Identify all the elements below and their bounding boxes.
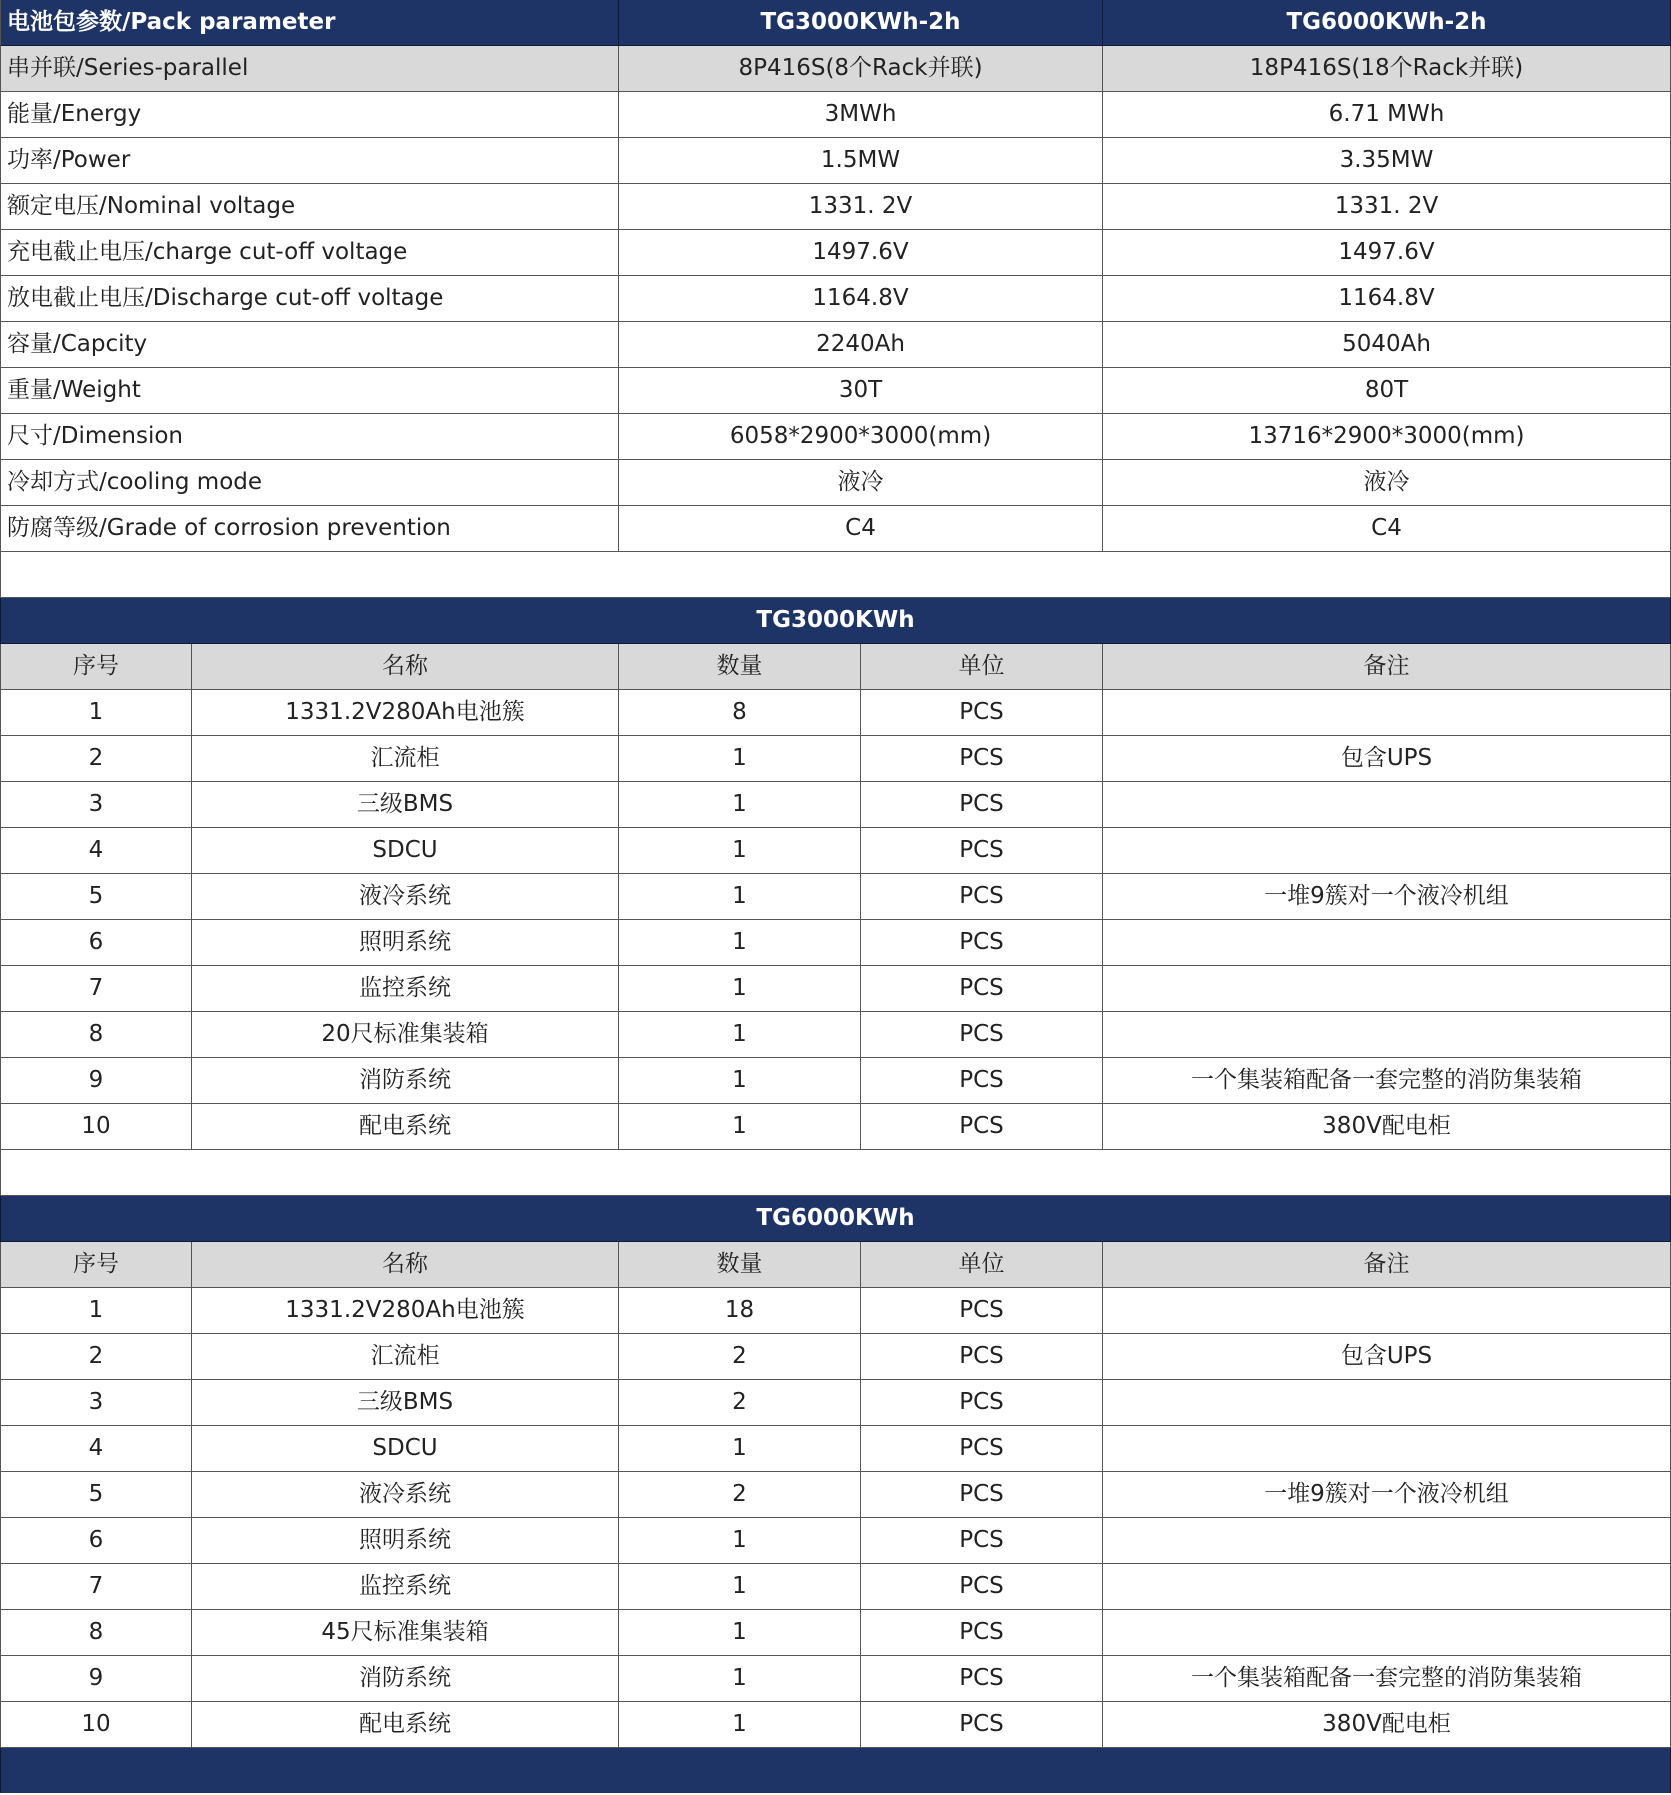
table-cell: 照明系统 (192, 920, 619, 966)
table-cell: 1 (0, 690, 192, 736)
table-cell: 包含UPS (1103, 736, 1671, 782)
table-cell: 液冷系统 (192, 874, 619, 920)
table-cell: 监控系统 (192, 966, 619, 1012)
table-cell (1103, 1564, 1671, 1610)
table-cell: 汇流柜 (192, 736, 619, 782)
table-cell: 9 (0, 1058, 192, 1104)
table-cell: PCS (861, 1288, 1103, 1334)
table-cell (1103, 1380, 1671, 1426)
table-cell: 1 (619, 1426, 861, 1472)
table-row (0, 874, 1671, 920)
table-cell: 20尺标准集装箱 (192, 1012, 619, 1058)
table-cell (1103, 1518, 1671, 1564)
table-row (0, 46, 1671, 92)
table-row (0, 828, 1671, 874)
table-cell: 1164.8V (1103, 276, 1671, 322)
col-header-index: 序号 (0, 644, 192, 690)
table-cell: 额定电压/Nominal voltage (0, 184, 619, 230)
table-cell: PCS (861, 1334, 1103, 1380)
table-cell: PCS (861, 1472, 1103, 1518)
table-cell: 一堆9簇对一个液冷机组 (1103, 874, 1671, 920)
table-cell: 消防系统 (192, 1058, 619, 1104)
table-row (0, 506, 1671, 552)
table-cell: 容量/Capcity (0, 322, 619, 368)
table-cell: SDCU (192, 828, 619, 874)
table-cell (1103, 1610, 1671, 1656)
table-cell: 8P416S(8个Rack并联) (619, 46, 1103, 92)
table-row (0, 276, 1671, 322)
table-row (0, 1518, 1671, 1564)
table-row (0, 1472, 1671, 1518)
table-cell: 6058*2900*3000(mm) (619, 414, 1103, 460)
table-cell (1103, 920, 1671, 966)
table-cell (1103, 828, 1671, 874)
table-row (0, 1288, 1671, 1334)
table-row (0, 1702, 1671, 1748)
table-row (0, 1380, 1671, 1426)
table-cell: 8 (619, 690, 861, 736)
table-cell: 汇流柜 (192, 1334, 619, 1380)
table-row (0, 782, 1671, 828)
table-cell (1103, 1012, 1671, 1058)
col-header-index: 序号 (0, 1242, 192, 1288)
table-cell: 一个集装箱配备一套完整的消防集装箱 (1103, 1656, 1671, 1702)
table-cell: 消防系统 (192, 1656, 619, 1702)
table-cell: 45尺标准集装箱 (192, 1610, 619, 1656)
table-cell: 防腐等级/Grade of corrosion prevention (0, 506, 619, 552)
table-cell: 包含UPS (1103, 1334, 1671, 1380)
footer-bar (0, 1748, 1671, 1793)
col-header-remark: 备注 (1103, 1242, 1671, 1288)
table-cell: 5 (0, 1472, 192, 1518)
params-header-tg3000: TG3000KWh-2h (619, 0, 1103, 46)
tg3000-column-headers (0, 644, 1671, 690)
col-header-unit: 单位 (861, 644, 1103, 690)
table-cell: 三级BMS (192, 782, 619, 828)
table-cell: SDCU (192, 1426, 619, 1472)
table-cell: PCS (861, 874, 1103, 920)
table-cell: 380V配电柜 (1103, 1702, 1671, 1748)
col-header-remark: 备注 (1103, 644, 1671, 690)
params-header-tg6000: TG6000KWh-2h (1103, 0, 1671, 46)
table-cell: PCS (861, 1104, 1103, 1150)
table-cell: 4 (0, 1426, 192, 1472)
tg6000-section-title: TG6000KWh (0, 1196, 1671, 1242)
params-header-label: 电池包参数/Pack parameter (0, 0, 619, 46)
params-table-body (0, 46, 1671, 552)
table-cell (1103, 966, 1671, 1012)
table-cell: 6.71 MWh (1103, 92, 1671, 138)
col-header-name: 名称 (192, 1242, 619, 1288)
table-cell: 1331.2V280Ah电池簇 (192, 1288, 619, 1334)
table-cell: PCS (861, 1564, 1103, 1610)
table-cell: 功率/Power (0, 138, 619, 184)
table-cell: 80T (1103, 368, 1671, 414)
table-cell: 10 (0, 1702, 192, 1748)
table-cell (1103, 1426, 1671, 1472)
table-cell: 尺寸/Dimension (0, 414, 619, 460)
table-cell: 3MWh (619, 92, 1103, 138)
table-cell: 液冷 (1103, 460, 1671, 506)
table-cell: PCS (861, 1702, 1103, 1748)
table-row (0, 1334, 1671, 1380)
table-cell: 9 (0, 1656, 192, 1702)
tg6000-table-body (0, 1288, 1671, 1748)
table-row (0, 966, 1671, 1012)
table-cell: 监控系统 (192, 1564, 619, 1610)
table-cell: C4 (619, 506, 1103, 552)
section-spacer (0, 552, 1671, 598)
table-cell: 8 (0, 1610, 192, 1656)
table-cell: 1 (619, 1564, 861, 1610)
table-row (0, 1564, 1671, 1610)
table-cell: 一个集装箱配备一套完整的消防集装箱 (1103, 1058, 1671, 1104)
table-cell: 10 (0, 1104, 192, 1150)
table-cell: PCS (861, 1380, 1103, 1426)
table-cell: 1 (619, 782, 861, 828)
table-cell: 5040Ah (1103, 322, 1671, 368)
table-row (0, 1104, 1671, 1150)
tg3000-section-title: TG3000KWh (0, 598, 1671, 644)
table-cell: 1331.2V280Ah电池簇 (192, 690, 619, 736)
table-row (0, 1058, 1671, 1104)
table-cell: 13716*2900*3000(mm) (1103, 414, 1671, 460)
table-cell: 7 (0, 1564, 192, 1610)
table-cell: PCS (861, 1656, 1103, 1702)
table-cell: 1 (619, 1012, 861, 1058)
table-cell: 能量/Energy (0, 92, 619, 138)
table-cell: 冷却方式/cooling mode (0, 460, 619, 506)
table-cell: 串并联/Series-parallel (0, 46, 619, 92)
table-cell: 3.35MW (1103, 138, 1671, 184)
table-cell (1103, 782, 1671, 828)
table-row (0, 1610, 1671, 1656)
table-cell: 1 (619, 736, 861, 782)
table-cell: 1 (619, 874, 861, 920)
table-cell: 1 (619, 1058, 861, 1104)
tg6000-column-headers (0, 1242, 1671, 1288)
table-cell: 7 (0, 966, 192, 1012)
table-row (0, 736, 1671, 782)
table-row (0, 690, 1671, 736)
table-row (0, 92, 1671, 138)
table-cell: 18 (619, 1288, 861, 1334)
table-cell: 三级BMS (192, 1380, 619, 1426)
table-cell: 1 (0, 1288, 192, 1334)
table-cell: 2240Ah (619, 322, 1103, 368)
table-cell: 5 (0, 874, 192, 920)
table-cell: C4 (1103, 506, 1671, 552)
table-row (0, 1012, 1671, 1058)
table-cell: 1 (619, 828, 861, 874)
tg3000-table-body (0, 690, 1671, 1150)
table-cell: PCS (861, 1426, 1103, 1472)
table-cell: 8 (0, 1012, 192, 1058)
table-row (0, 1426, 1671, 1472)
table-cell: 2 (619, 1472, 861, 1518)
section-spacer (0, 1150, 1671, 1196)
table-cell: 1 (619, 1104, 861, 1150)
table-cell: 1497.6V (619, 230, 1103, 276)
table-cell: 1 (619, 920, 861, 966)
table-cell: 6 (0, 1518, 192, 1564)
table-cell: 一堆9簇对一个液冷机组 (1103, 1472, 1671, 1518)
table-cell: PCS (861, 690, 1103, 736)
table-cell: PCS (861, 828, 1103, 874)
table-cell (1103, 690, 1671, 736)
table-cell: 液冷系统 (192, 1472, 619, 1518)
table-row (0, 138, 1671, 184)
table-cell: PCS (861, 736, 1103, 782)
table-cell: 1331. 2V (619, 184, 1103, 230)
table-row (0, 184, 1671, 230)
table-cell (1103, 1288, 1671, 1334)
table-cell: 3 (0, 782, 192, 828)
table-row (0, 414, 1671, 460)
table-row (0, 1656, 1671, 1702)
table-cell: 液冷 (619, 460, 1103, 506)
col-header-qty: 数量 (619, 1242, 861, 1288)
col-header-name: 名称 (192, 644, 619, 690)
table-cell: 6 (0, 920, 192, 966)
table-cell: 1 (619, 1610, 861, 1656)
table-cell: 配电系统 (192, 1104, 619, 1150)
table-cell: 1 (619, 1518, 861, 1564)
table-cell: 1164.8V (619, 276, 1103, 322)
table-cell: 2 (619, 1334, 861, 1380)
table-row (0, 460, 1671, 506)
table-cell: 重量/Weight (0, 368, 619, 414)
table-cell: 18P416S(18个Rack并联) (1103, 46, 1671, 92)
table-cell: 30T (619, 368, 1103, 414)
table-cell: PCS (861, 920, 1103, 966)
table-row (0, 920, 1671, 966)
table-cell: 2 (619, 1380, 861, 1426)
table-cell: 1 (619, 1656, 861, 1702)
table-cell: 2 (0, 736, 192, 782)
table-cell: PCS (861, 1518, 1103, 1564)
table-cell: 380V配电柜 (1103, 1104, 1671, 1150)
table-cell: 1497.6V (1103, 230, 1671, 276)
col-header-qty: 数量 (619, 644, 861, 690)
params-header-row (0, 0, 1671, 46)
table-cell: 1 (619, 1702, 861, 1748)
table-cell: 配电系统 (192, 1702, 619, 1748)
table-cell: 1331. 2V (1103, 184, 1671, 230)
table-cell: 放电截止电压/Discharge cut-off voltage (0, 276, 619, 322)
table-row (0, 230, 1671, 276)
table-row (0, 368, 1671, 414)
col-header-unit: 单位 (861, 1242, 1103, 1288)
table-cell: 1 (619, 966, 861, 1012)
table-cell: PCS (861, 782, 1103, 828)
table-cell: PCS (861, 1012, 1103, 1058)
table-row (0, 322, 1671, 368)
table-cell: 照明系统 (192, 1518, 619, 1564)
table-cell: PCS (861, 1610, 1103, 1656)
table-cell: 4 (0, 828, 192, 874)
table-cell: 1.5MW (619, 138, 1103, 184)
table-cell: 2 (0, 1334, 192, 1380)
table-cell: 3 (0, 1380, 192, 1426)
table-cell: PCS (861, 1058, 1103, 1104)
table-cell: 充电截止电压/charge cut-off voltage (0, 230, 619, 276)
table-cell: PCS (861, 966, 1103, 1012)
